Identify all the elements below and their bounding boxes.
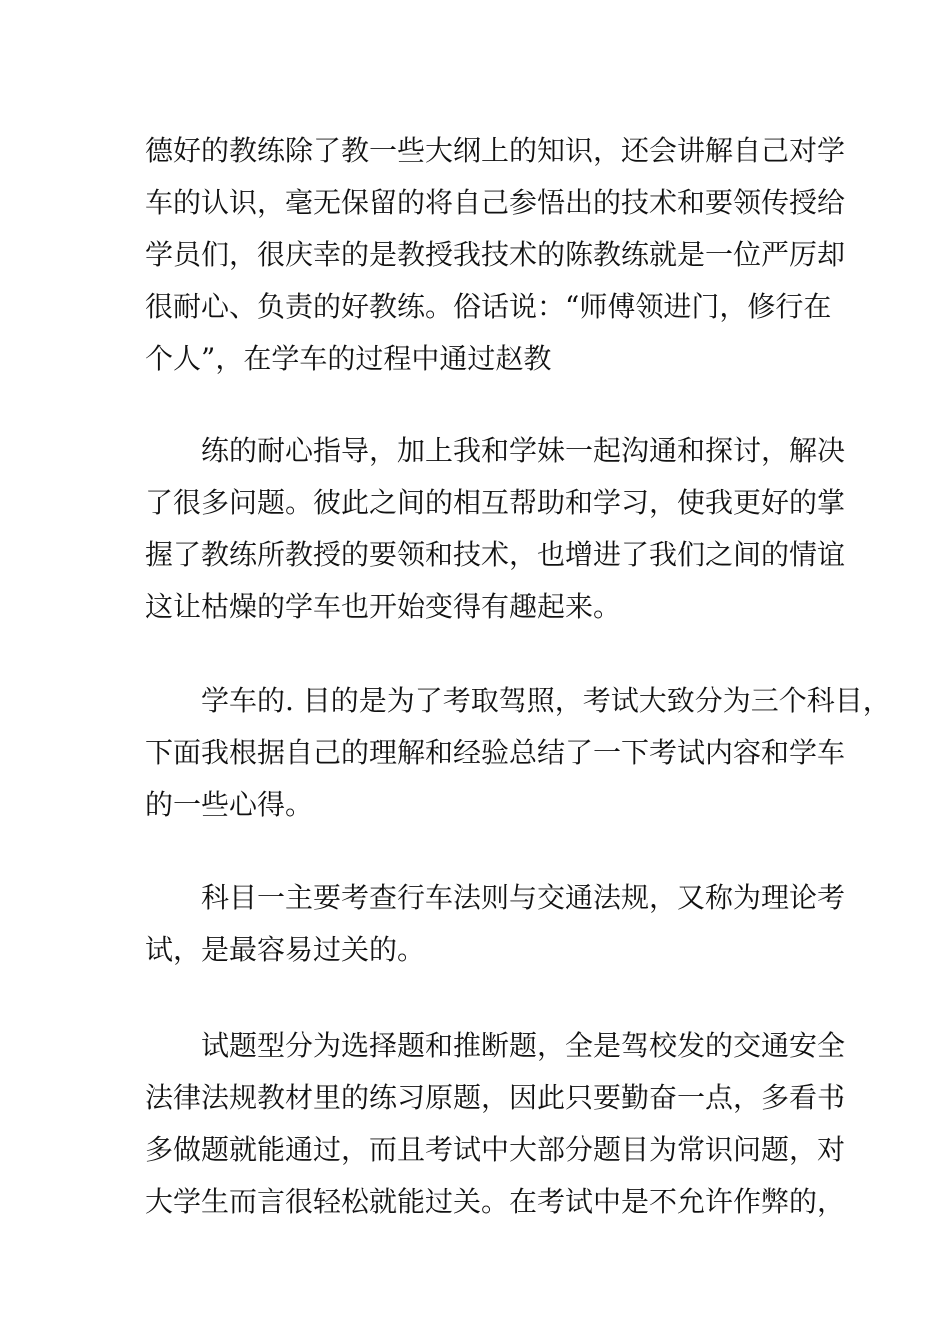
paragraph-line: 法律法规教材里的练习原题，因此只要勤奋一点，多看书: [145, 1081, 846, 1114]
paragraph-line: 大学生而言很轻松就能过关。在考试中是不允许作弊的，: [145, 1185, 846, 1218]
paragraph-2: [145, 425, 845, 633]
paragraph-line: 很耐心、负责的好教练。俗话说：“师傅领进门，修行在: [145, 290, 832, 323]
paragraph-5: [145, 1020, 845, 1228]
paragraph-line: 下面我根据自己的理解和经验总结了一下考试内容和学车: [145, 736, 846, 769]
paragraph-line: 多做题就能通过，而且考试中大部分题目为常识问题，对: [145, 1133, 846, 1166]
paragraph-1: [145, 125, 845, 385]
paragraph-line: 个人”，在学车的过程中通过赵教: [145, 342, 552, 375]
paragraph-line: 试，是最容易过关的。: [145, 933, 426, 966]
paragraph-line: 了很多问题。彼此之间的相互帮助和学习，使我更好的掌: [145, 486, 846, 519]
paragraph-line: 握了教练所教授的要领和技术，也增进了我们之间的情谊: [145, 538, 846, 571]
paragraph-line: 德好的教练除了教一些大纲上的知识，还会讲解自己对学: [145, 134, 846, 167]
paragraph-line: 学员们，很庆幸的是教授我技术的陈教练就是一位严厉却: [145, 238, 846, 271]
paragraph-4: [145, 872, 845, 976]
paragraph-line: 科目一主要考查行车法则与交通法规，又称为理论考: [201, 881, 846, 914]
paragraph-line: 的一些心得。: [145, 788, 314, 821]
paragraph-line: 试题型分为选择题和推断题，全是驾校发的交通安全: [201, 1029, 846, 1062]
paragraph-line: 练的耐心指导，加上我和学妹一起沟通和探讨，解决: [201, 434, 846, 467]
paragraph-line: 车的认识，毫无保留的将自己参悟出的技术和要领传授给: [145, 186, 846, 219]
paragraph-line: 这让枯燥的学车也开始变得有趣起来。: [145, 590, 622, 623]
paragraph-line: 学车的. 目的是为了考取驾照，考试大致分为三个科目，: [201, 684, 891, 717]
paragraph-3: [145, 675, 891, 831]
